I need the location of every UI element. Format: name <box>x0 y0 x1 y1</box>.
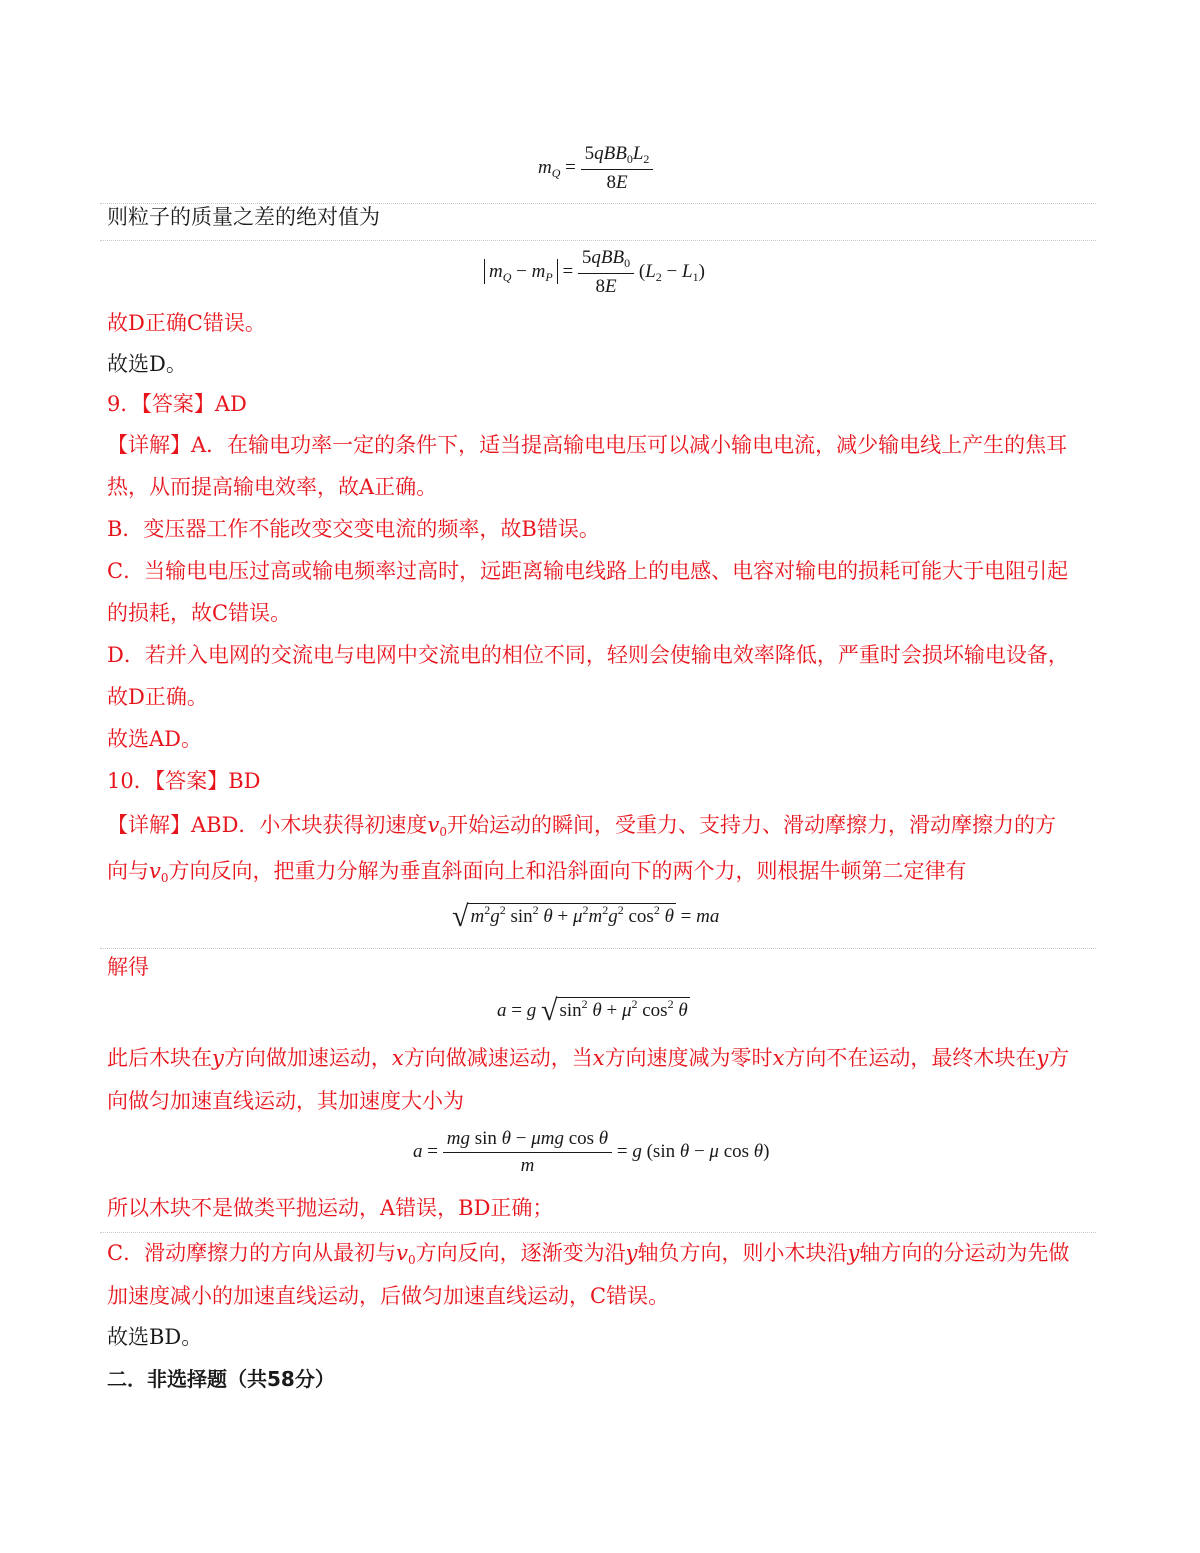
text-segment: 开始运动的瞬间，受重力、支持力、滑动摩擦力，滑动摩擦力的方 <box>446 813 1056 837</box>
variable-v: v <box>427 813 440 837</box>
text-line <box>107 1043 1097 1073</box>
subscript-zero: 0 <box>439 825 447 839</box>
formula-mass-difference: $m_Q - m_P$ = $\frac{5qBB_0}{8E}$ $(L_2 - L_1)$ <box>484 247 705 298</box>
variable-x: x <box>772 1046 785 1070</box>
variable-y: y <box>212 1046 224 1070</box>
question-answer-9: 9．【答案】AD <box>107 392 247 416</box>
text-line: 故选AD。 <box>107 727 203 751</box>
text-line: 故选D。 <box>107 352 187 376</box>
text-segment: 方向做加速运动， <box>223 1046 392 1070</box>
text-line: 故选BD。 <box>107 1325 203 1349</box>
text-line <box>107 1238 1097 1275</box>
variable-y: y <box>625 1241 638 1265</box>
text-segment: 轴方向的分运动为先做 <box>859 1241 1070 1265</box>
text-line: 解得 <box>107 955 149 979</box>
text-segment: 方向不在运动，最终木块在 <box>784 1046 1037 1070</box>
dotted-divider <box>100 1232 1096 1233</box>
dotted-divider <box>100 240 1096 241</box>
text-line: 热，从而提高输电效率，故A正确。 <box>107 475 438 499</box>
text-segment: 方向速度减为零时 <box>604 1046 773 1070</box>
variable-x: x <box>592 1046 605 1070</box>
text-line <box>107 856 1097 893</box>
variable-v: v <box>149 859 161 883</box>
formula-final-acceleration: a = $\frac{\text{mg sin θ − μmg cos θ}}{m}$ = g (sin θ − μ cos θ) <box>413 1128 770 1176</box>
dotted-divider <box>100 948 1096 949</box>
text-line: 加速度减小的加速直线运动，后做匀加速直线运动，C错误。 <box>107 1284 670 1308</box>
text-segment: 此后木块在 <box>107 1046 212 1070</box>
formula-newton-second-law: √ $m^2g^2$ $\sin^2 \theta + \mu^2m^2g^2$ $\cos^2 \theta$ = ma <box>452 900 720 933</box>
text-line: 的损耗，故C错误。 <box>107 601 292 625</box>
text-segment: 向与 <box>107 859 149 883</box>
text-line: C．当输电电压过高或输电频率过高时，远距离输电线路上的电感、电容对输电的损耗可能大于电阻引起 <box>107 559 1069 583</box>
text-segment: 方向做减速运动，当 <box>403 1046 593 1070</box>
text-segment: 方向反向，逐渐变为沿 <box>415 1241 626 1265</box>
text-segment: 轴负方向，则小木块沿 <box>637 1241 848 1265</box>
variable-y: y <box>847 1241 860 1265</box>
variable-y: y <box>1036 1046 1049 1070</box>
text-segment: 方 <box>1048 1046 1070 1070</box>
subscript-zero: 0 <box>407 1253 416 1267</box>
text-line: 所以木块不是做类平抛运动，A错误，BD正确； <box>107 1196 554 1220</box>
variable-v: v <box>396 1241 408 1265</box>
text-line: D．若并入电网的交流电与电网中交流电的相位不同，轻则会使输电效率降低，严重时会损坏输电设备， <box>107 643 1069 667</box>
formula-mass-q: $m_Q$ = $\frac{5qBB_0L_2}{8E}$ <box>538 143 653 194</box>
question-answer-10: 10．【答案】BD <box>107 769 261 793</box>
text-segment: 【详解】ABD．小木块获得初速度 <box>107 813 428 837</box>
variable-x: x <box>391 1046 404 1070</box>
text-line: 【详解】A．在输电功率一定的条件下，适当提高输电电压可以减小输电电流，减少输电线上产生的焦耳 <box>107 433 1068 457</box>
section-heading: 二．非选择题（共58分） <box>107 1367 335 1391</box>
text-segment: C．滑动摩擦力的方向从最初与 <box>107 1241 397 1265</box>
text-line: B．变压器工作不能改变交变电流的频率，故B错误。 <box>107 517 600 541</box>
formula-acceleration: a = g √ $\sin^2 \theta + \mu^2$ $\cos^2 \theta$ <box>497 994 688 1027</box>
text-line <box>107 810 1097 847</box>
subscript-zero: 0 <box>160 871 169 885</box>
text-line: 故D正确C错误。 <box>107 311 266 335</box>
text-line: 故D正确。 <box>107 685 208 709</box>
text-segment: 方向反向，把重力分解为垂直斜面向上和沿斜面向下的两个力，则根据牛顿第二定律有 <box>168 859 967 883</box>
text-line: 则粒子的质量之差的绝对值为 <box>107 205 380 229</box>
text-line: 向做匀加速直线运动，其加速度大小为 <box>107 1089 464 1113</box>
